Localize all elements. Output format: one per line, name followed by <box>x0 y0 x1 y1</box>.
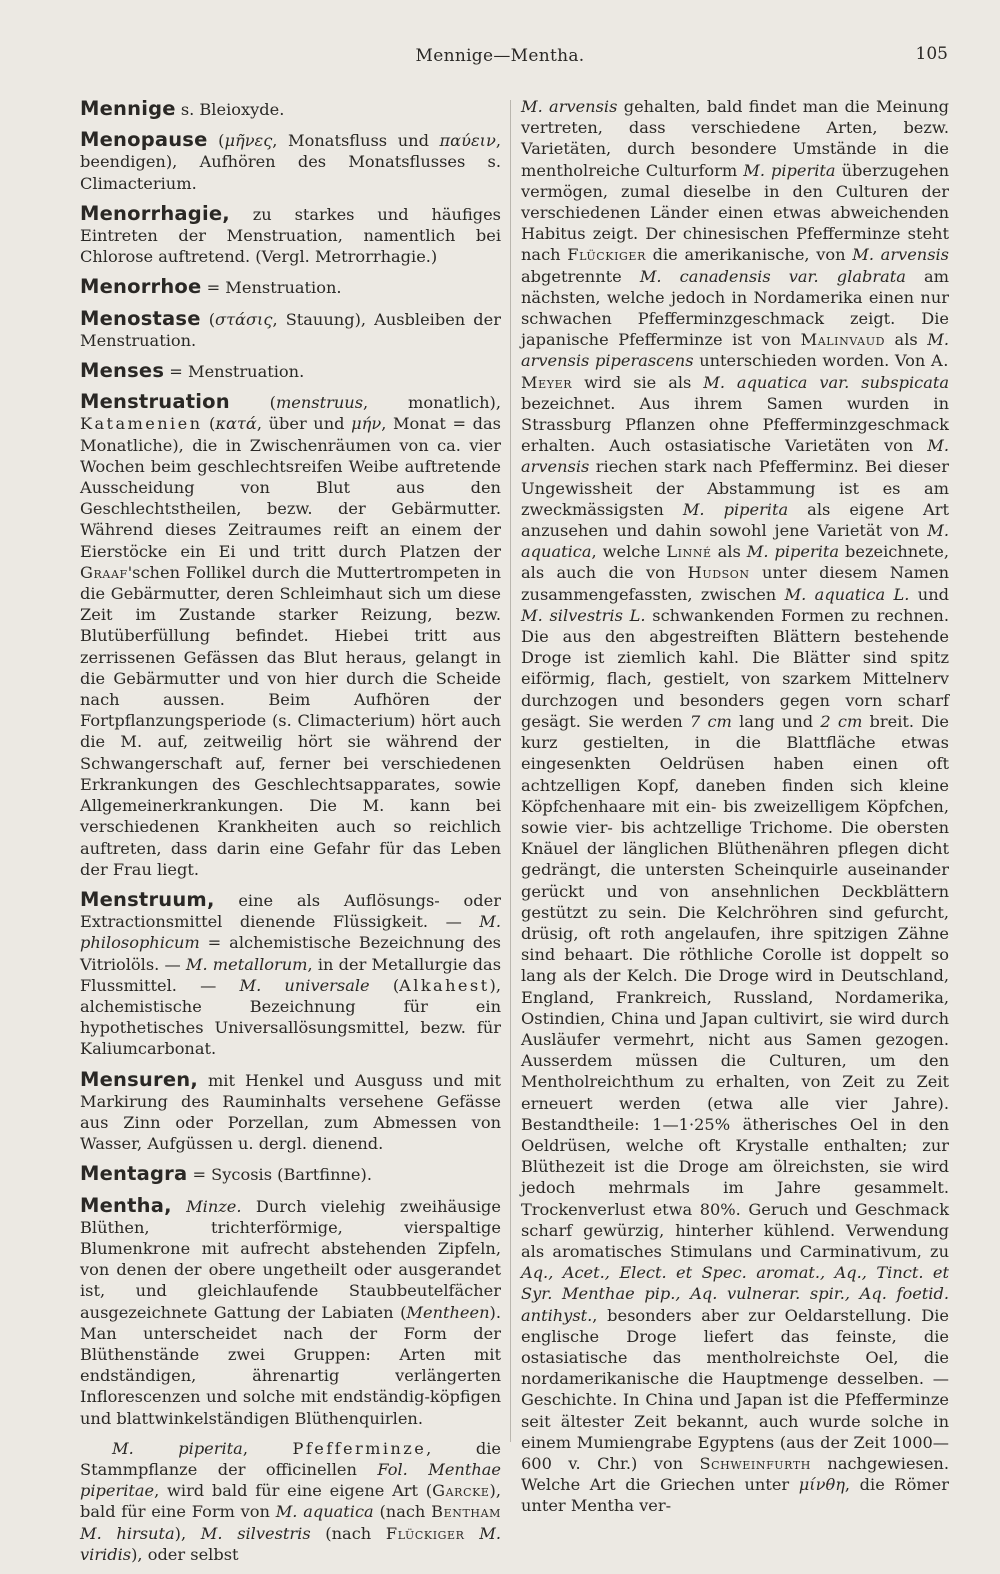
italic-term: M. metallorum <box>185 954 308 974</box>
entry-text: zu starkes und häufiges Eintreten der Menstruation, namentlich bei Chlorose auftretend. (Vergl. Metrorrhagie.) <box>80 204 501 267</box>
italic-term: 2 cm <box>820 711 863 731</box>
italic-term: M. arvensis piperascens <box>521 330 949 371</box>
entry-text: ( <box>369 975 400 995</box>
italic-term: M. aquatica <box>521 521 949 562</box>
entry-text: (nach <box>373 1502 432 1522</box>
italic-term: M. viridis <box>80 1523 501 1564</box>
entry-text: ( <box>202 414 216 434</box>
entry-text: nachgewiesen. Welche Art die Griechen unter <box>521 1454 949 1495</box>
spaced-term: Pfefferminze <box>292 1438 427 1458</box>
italic-term: M. universale <box>239 975 370 995</box>
author-name: Schweinfurth <box>699 1454 811 1473</box>
entry-text: ), oder selbst <box>131 1544 239 1564</box>
entry-text: , <box>242 1438 293 1458</box>
author-name: Flückiger <box>567 245 646 265</box>
entry-text: und <box>909 584 949 604</box>
italic-term: M. arvensis <box>521 97 618 116</box>
greek-term: παύειν <box>439 131 496 151</box>
italic-term: M. philosophicum <box>80 912 501 953</box>
entry-text: , monatlich), <box>363 393 501 413</box>
dictionary-entry <box>80 360 501 382</box>
page-number: 105 <box>915 44 948 64</box>
italic-term: M. piperita <box>746 542 840 562</box>
italic-term: 7 cm <box>689 711 732 731</box>
entry-text: , über und <box>256 414 352 434</box>
italic-term: M. arvensis <box>852 245 949 265</box>
greek-term: μίνθη <box>798 1475 845 1495</box>
italic-term: Mentheen <box>406 1302 490 1322</box>
entry-text: s. Bleioxyde. <box>175 100 285 119</box>
italic-term: M. canadensis var. glabrata <box>639 266 906 286</box>
greek-term: κατά <box>215 414 257 434</box>
column-divider <box>510 100 511 1442</box>
dictionary-entry <box>80 889 501 1060</box>
entry-text: , welche <box>591 542 667 562</box>
entry-text: eine als Auflösungs- oder Extractionsmittel dienende Flüssigkeit. — <box>80 890 501 932</box>
entry-text: , beendigen), Aufhören des Monatsflusses s. Climacterium. <box>80 131 501 193</box>
entry-text: riechen stark nach Pfefferminz. Bei dieser Ungewissheit der Abstammung ist es am zweckmässigsten <box>521 457 949 519</box>
entry-text: die amerikanische, von <box>645 245 853 265</box>
entry-text: = alchemistische Bezeichnung des Vitriolöls. — <box>80 933 501 974</box>
entry-headword: Menses <box>80 359 165 383</box>
italic-term: menstruus <box>275 393 364 413</box>
author-name: Graaf <box>80 562 128 582</box>
greek-term: μῆνες <box>224 131 273 151</box>
entry-headword: Mentha, <box>80 1193 172 1217</box>
entry-text: = Menstruation. <box>164 362 305 382</box>
dictionary-entry <box>80 1195 501 1429</box>
author-name: Linné <box>666 542 712 562</box>
italic-term: M. silvestris <box>200 1523 311 1543</box>
entry-text: breit. Die kurz gestielten, in die Blattfläche etwas eingesenkten Oeldrüsen haben einen oft achtzelligen Kopf, daneben finden sich kleine Köpfchenhaare mit ein- bis zweizelligem Köpfchen, sowie vier- bis achtzellige Trichome. Die obersten Knäuel der länglichen Blüthenähren pflegen dicht gedrängt, die untersten Scheinquirle auseinander gerückt und von ansehnlichen Deckblättern gestützt zu sein. Die Kelchröhren sind gefurcht, drüsig, oft roth angelaufen, ihre spitzigen Zähne sind behaart. Die röthliche Corolle ist doppelt so lang als der Kelch. Die Droge wird in Deutschland, England, Frankreich, Russland, Nordamerika, Ostindien, China und Japan cultivirt, sie wird durch Ausläufer vermehrt, nicht aus Samen gezogen. Ausserdem müssen die Culturen, um den Mentholreichthum zu erhalten, von Zeit zu Zeit erneuert werden (etwa alle vier Jahre). Bestandtheile: 1—1·25% ätherisches Oel in den Oeldrüsen, welche oft Krystalle enthalten; zur Blüthezeit ist die Droge am ölreichsten, sie wird jedoch mehrmals im Jahre gesammelt. Trockenverlust etwa 80%. Geruch und Geschmack scharf gewürzig, hinterher kühlend. Verwendung als aromatisches Stimulans und Carminativum, zu <box>521 711 949 1261</box>
italic-term: M. aquatica <box>275 1502 374 1522</box>
left-column <box>80 98 501 1574</box>
italic-term: M. hirsuta <box>80 1523 175 1543</box>
entry-text <box>172 1197 186 1216</box>
entry-text: (nach <box>310 1523 386 1543</box>
entry-text: lang und <box>731 711 821 731</box>
entry-headword: Mennige <box>80 97 176 120</box>
entry-text: ), alchemistische Bezeichnung für ein hypothetisches Universallösungsmittel, bezw. für Kaliumcarbonat. <box>80 975 501 1059</box>
entry-headword: Menstruum, <box>80 887 215 911</box>
entry-headword: Menstruation <box>80 390 230 414</box>
entry-text: ( <box>229 393 276 413</box>
entry-text: unterschieden worden. Von <box>693 351 931 371</box>
entry-text: ), <box>174 1523 201 1543</box>
entry-headword: Menorrhoe <box>80 275 202 299</box>
entry-text: , wird bald für eine eigene Art ( <box>154 1481 433 1501</box>
entry-headword: Menorrhagie, <box>80 201 230 225</box>
italic-term: M. arvensis <box>521 436 949 477</box>
entry-text: , Monat = das Monatliche), die in Zwischenräumen von ca. vier Wochen beim geschlechtsreifen Weibe auftretende Ausscheidung von Blut aus den Geschlechtstheilen, bezw. der Gebärmutter. Während dieses Zeitraumes reift an einem der Eierstöcke ein Ei und tritt durch Platzen der <box>80 414 501 561</box>
dictionary-entry <box>80 1069 501 1155</box>
entry-text <box>465 1524 480 1543</box>
dictionary-entry <box>80 1163 501 1185</box>
italic-term: M. aquatica L. <box>784 584 910 604</box>
entry-text: mit Henkel und Ausguss und mit Markirung des Rauminhalts versehene Gefässe aus Zinn oder Porzellan, zum Abmessen von Wasser, Aufgüssen u. dergl. dienend. <box>80 1070 501 1154</box>
entry-text: als <box>711 542 747 562</box>
dictionary-entry <box>80 203 501 268</box>
greek-term: μήν <box>351 414 382 434</box>
entry-text: ( <box>207 131 225 151</box>
entry-text: Durch vielehig zweihäusige Blüthen, trichterförmige, vierspaltige Blumenkrone mit aufrecht abstehenden Zipfeln, von denen der obere ungetheilt oder ausgerandet ist, und gleichlaufende Staubbeutelfächer ausgezeichnete Gattung der Labiaten ( <box>80 1196 501 1322</box>
dictionary-entry <box>80 308 501 351</box>
entry-text: abgetrennte <box>521 266 640 286</box>
spaced-term: Alkahest <box>399 975 490 995</box>
italic-term: M. piperita <box>682 499 789 519</box>
entry-text: schwankenden Formen zu rechnen. Die aus den abgestreiften Blättern bestehende Droge ist ziemlich kahl. Die Blätter sind spitz eiförmig, flach, gestielt, von szarkem Mittelnerv durchzogen und besonders gegen vorn scharf gesägt. Sie werden <box>521 605 949 731</box>
entry-text: , besonders aber zur Oeldarstellung. Die englische Droge liefert das feinste, die ostasiatische das mentholreichste Oel, die nordamerikanische die Hauptmenge desselben. — Geschichte. In China und Japan ist die Pfefferminze seit ältester Zeit bekannt, auch wurde solche in einem Mumiengrabe Egyptens (aus der Zeit 1000—600 v. Chr.) von <box>521 1305 949 1473</box>
entry-text: 'schen Follikel durch die Muttertrompeten in die Gebärmutter, deren Schleimhaut sich um diese Zeit im Zustande starker Reizung, bezw. Blutüberfüllung befindet. Hiebei tritt aus zerrissenen Gefässen das Blut heraus, gelangt in die Gebärmutter und von hier durch die Scheide nach aussen. Beim Aufhören der Fortpflanzungsperiode (s. Climacterium) hört auch die M. auf, zeitweilig hört sie während der Schwangerschaft auf, ferner bei verschiedenen Erkrankungen des Geschlechtsapparates, sowie Allgemeinerkrankungen. Die M. kann bei verschiedenen Krankheiten auch so reichlich auftreten, dass darin eine Gefahr für das Leben der Frau liegt. <box>80 562 501 879</box>
entry-text: ). Man unterscheidet nach der Form der Blüthenstände zwei Gruppen: Arten mit endständigen, ährenartig verlängerten Inflorescenzen und solche mit endständig-köpfigen und blattwinkelständigen Blüthenquirlen. <box>80 1302 501 1428</box>
right-column <box>521 96 949 1526</box>
author-name: A. Meyer <box>521 351 949 392</box>
entry-text: = Sycosis (Bartfinne). <box>187 1165 372 1185</box>
entry-text: ( <box>200 309 216 329</box>
greek-term: στάσις <box>215 309 273 329</box>
running-head: Mennige—Mentha. <box>415 46 585 66</box>
author-name: Bentham <box>431 1502 501 1522</box>
entry-text: , Stauung), Ausbleiben der Menstruation. <box>80 309 501 350</box>
italic-term: Aq., Acet., Elect. et Spec. aromat., Aq., Tinct. et Syr. Menthae pip., Aq. vulnerar. spir., Aq. foetid. antihyst. <box>521 1263 949 1325</box>
entry-text: als <box>885 330 928 350</box>
dictionary-entry <box>80 391 501 880</box>
italic-term: M. silvestris L. <box>521 605 646 625</box>
italic-term: M. piperita <box>743 160 836 180</box>
entry-headword: Mentagra <box>80 1162 188 1186</box>
dictionary-entry <box>521 96 949 1517</box>
entry-text: , die Römer unter Mentha ver- <box>521 1475 949 1516</box>
entry-text: am nächsten, welche jedoch in Nordamerika einen nur schwachen Pfefferminzgeschmack zeigt. Die japanische Pfefferminze ist von <box>521 266 949 350</box>
dictionary-entry <box>80 129 501 194</box>
entry-text: bezeichnet. Aus ihrem Samen wurden in Strassburg Pflanzen ohne Pfefferminzgeschmack erhalten. Auch ostasiatische Varietäten von <box>521 393 949 456</box>
italic-term: M. piperita <box>112 1438 243 1458</box>
author-name: Hudson <box>687 563 750 583</box>
italic-term: Minze. <box>186 1196 242 1216</box>
entry-text: unter diesem Namen zusammengefassten, zwischen <box>521 563 949 604</box>
italic-term: Fol. Menthae piperitae <box>80 1459 501 1501</box>
dictionary-entry <box>80 276 501 298</box>
italic-term: M. aquatica var. subspicata <box>703 372 949 392</box>
entry-text: als eigene Art anzusehen und dahin sowohl jene Varietät von <box>521 499 949 541</box>
author-name: Malinvaud <box>800 330 885 350</box>
author-name: Flückiger <box>385 1523 465 1543</box>
spaced-term: Katamenien <box>80 414 203 434</box>
entry-headword: Mensuren, <box>80 1067 198 1091</box>
entry-text: , in der Metallurgie das Flussmittel. — <box>80 954 501 995</box>
entry-text: gehalten, bald findet man die Meinung vertreten, dass verschiedene Arten, bezw. Varietäten, durch besondere Umstände in die mentholreiche Culturform <box>521 97 949 180</box>
dictionary-entry <box>80 1438 501 1565</box>
entry-headword: Menostase <box>80 306 201 330</box>
dictionary-entry <box>80 98 501 120</box>
entry-text: , die Stammpflanze der officinellen <box>80 1438 501 1479</box>
entry-headword: Menopause <box>80 128 208 152</box>
entry-text: , Monatsfluss und <box>272 131 440 151</box>
author-name: Garcke <box>432 1481 490 1501</box>
entry-text: = Menstruation. <box>201 278 342 298</box>
entry-text: wird sie als <box>572 372 704 392</box>
entry-text: ), bald für eine Form von <box>80 1481 501 1522</box>
entry-text: überzugehen vermögen, zumal dieselbe in den Culturen der verschiedenen Länder einen etwas abweichenden Habitus zeigt. Der chinesischen Pfefferminze steht nach <box>521 160 950 265</box>
entry-text: bezeichnete, als auch die von <box>521 542 950 583</box>
